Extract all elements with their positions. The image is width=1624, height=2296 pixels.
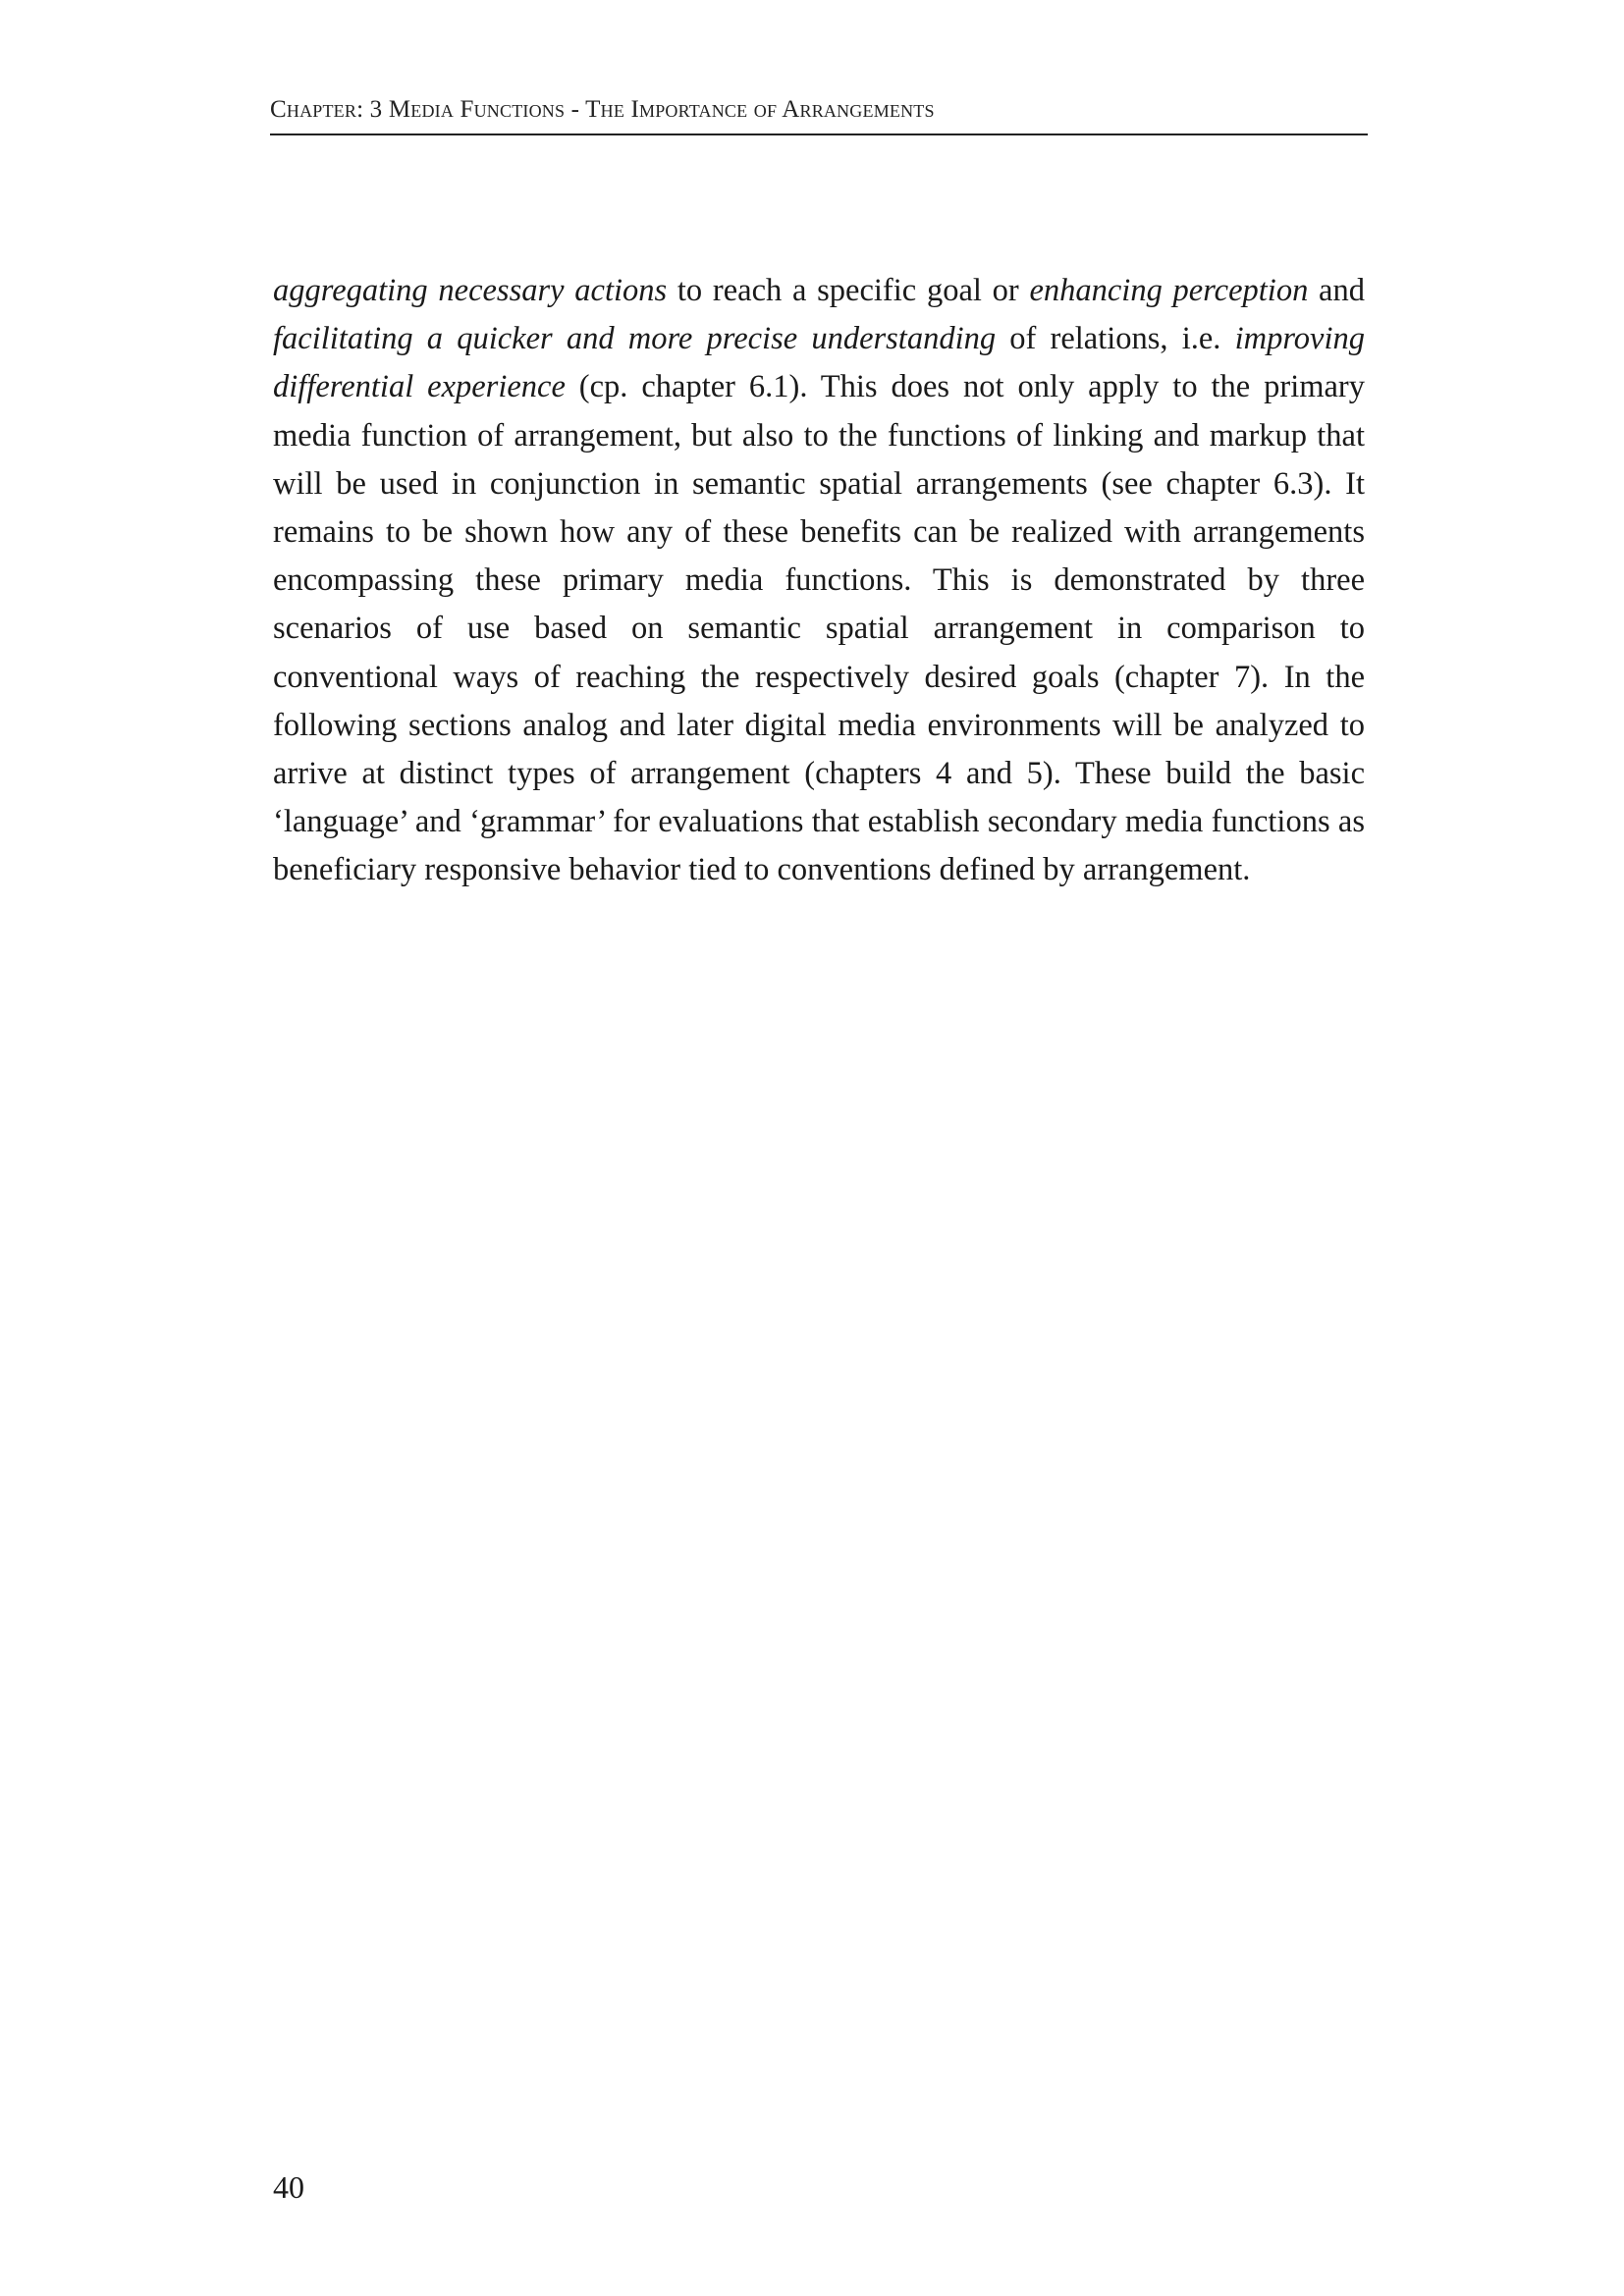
body-paragraph (273, 267, 1365, 895)
italic-phrase: facilitating a quicker and more precise understanding (273, 321, 997, 357)
header-rule (270, 133, 1368, 135)
text-run: (cp. chapter 6.1). This does not only apply to the primary media function of arrangement, but also to the functions of linking and markup that will be used in conjunction in semantic spatial arrangements (see chapter 6.3). It remains to be shown how any of these benefits can be realized with arrangements encompassing these primary media functions. This is demonstrated by three scenarios of use based on semantic spatial arrangement in comparison to conventional ways of reaching the respectively desired goals (chapter 7). In the following sections analog and later digital media environments will be analyzed to arrive at distinct types of arrangement (chapters 4 and 5). These build the basic ‘language’ and ‘grammar’ for evaluations that establish secondary media functions as beneficiary responsive behavior tied to conventions defined by arrangement. (273, 369, 1365, 888)
text-run: and (1308, 273, 1365, 308)
text-run: to reach a specific goal or (667, 273, 1030, 308)
page-number: 40 (273, 2169, 304, 2205)
italic-phrase: enhancing perception (1029, 273, 1309, 308)
text-run: of relations, i.e. (996, 321, 1235, 357)
italic-phrase: aggregating necessary actions (273, 273, 668, 308)
paragraph-text (273, 267, 1365, 895)
running-header: Chapter: 3 Media Functions - The Importance of Arrangements (270, 96, 935, 123)
italic-phrase: improving differential experience (273, 321, 1365, 405)
